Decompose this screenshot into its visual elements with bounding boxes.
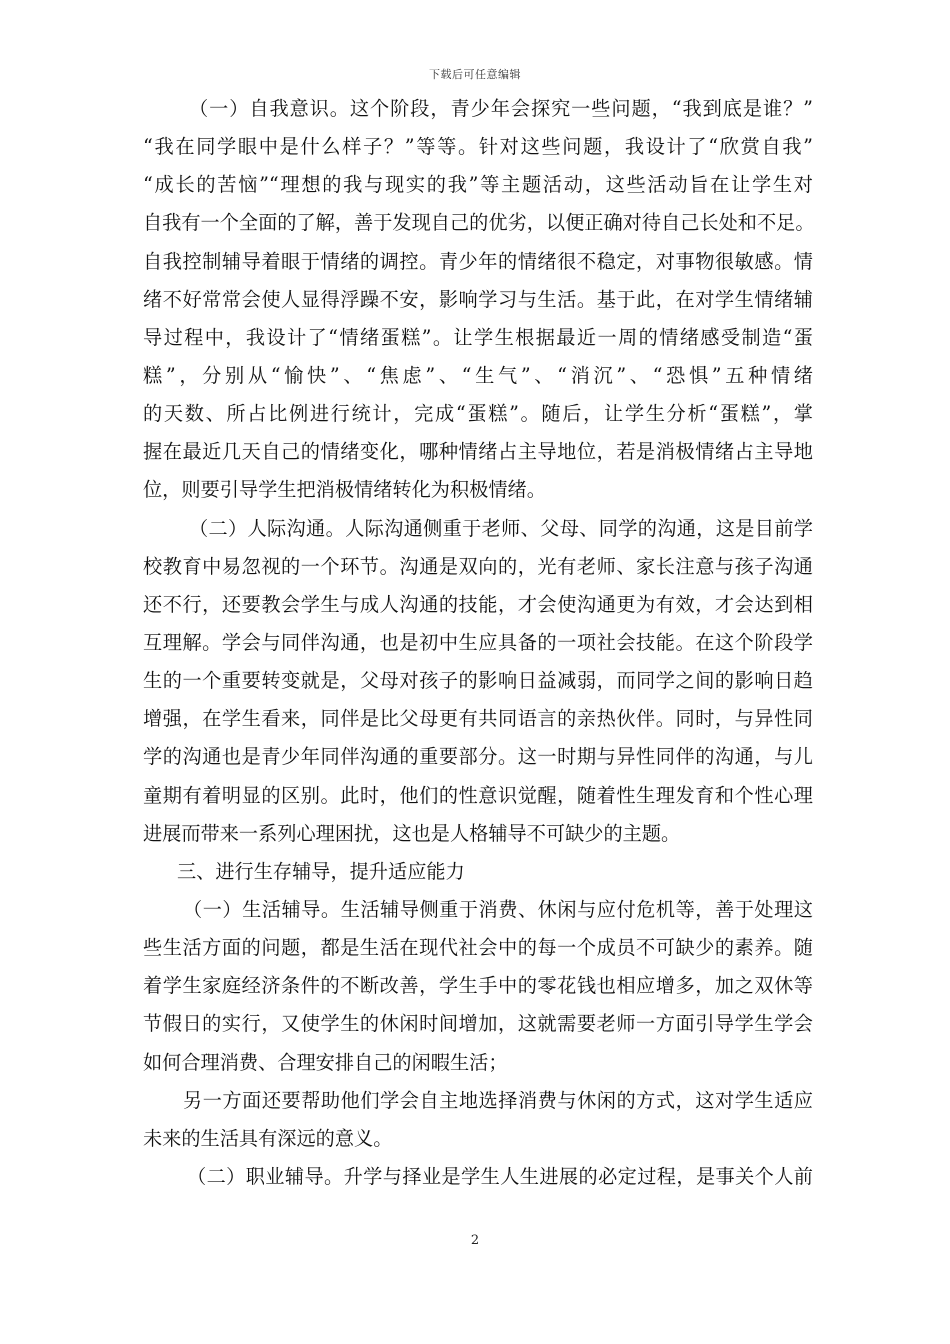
text-line: “成长的苦恼”“理想的我与现实的我”等主题活动，这些活动旨在让学生对 <box>143 173 813 197</box>
text-line: 的天数、所占比例进行统计，完成“蛋糕”。随后，让学生分析“蛋糕”，掌 <box>143 402 813 426</box>
text-line: 自我控制辅导着眼于情绪的调控。青少年的情绪很不稳定，对事物很敏感。情 <box>143 249 813 273</box>
text-line: 导过程中，我设计了“情绪蛋糕”。让学生根据最近一周的情绪感受制造“蛋 <box>143 325 813 349</box>
text-line: 糕”，分别从“愉快”、“焦虑”、“生气”、“消沉”、“恐惧”五种情绪 <box>143 363 813 387</box>
text-line: 进展而带来一系列心理困扰，这也是人格辅导不可缺少的主题。 <box>143 821 681 845</box>
text-line: 自我有一个全面的了解，善于发现自己的优劣，以便正确对待自己长处和不足。 <box>143 211 815 235</box>
text-line: 如何合理消费、合理安排自己的闲暇生活； <box>143 1050 508 1074</box>
page-header: 下载后可任意编辑 <box>429 68 521 81</box>
text-line: 些生活方面的问题，都是生活在现代社会中的每一个成员不可缺少的素养。随 <box>143 936 813 960</box>
text-line: 绪不好常常会使人显得浮躁不安，影响学习与生活。基于此，在对学生情绪辅 <box>143 287 813 311</box>
text-line: （一）生活辅导。生活辅导侧重于消费、休闲与应付危机等，善于处理这 <box>183 897 813 921</box>
section-heading: 三、进行生存辅导，提升适应能力 <box>177 859 465 883</box>
text-line: “我在同学眼中是什么样子？”等等。针对这些问题，我设计了“欣赏自我” <box>143 135 813 159</box>
text-line: 学的沟通也是青少年同伴沟通的重要部分。这一时期与异性同伴的沟通，与儿 <box>143 745 813 769</box>
text-line: 着学生家庭经济条件的不断改善，学生手中的零花钱也相应增多，加之双休等 <box>143 974 813 998</box>
text-line: 互理解。学会与同伴沟通，也是初中生应具备的一项社会技能。在这个阶段学 <box>143 630 813 654</box>
text-line: 校教育中易忽视的一个环节。沟通是双向的，光有老师、家长注意与孩子沟通 <box>143 554 813 578</box>
text-line: 增强，在学生看来，同伴是比父母更有共同语言的亲热伙伴。同时，与异性同 <box>143 707 813 731</box>
text-line: 未来的生活具有深远的意义。 <box>143 1126 393 1150</box>
text-line: 另一方面还要帮助他们学会自主地选择消费与休闲的方式，这对学生适应 <box>183 1088 813 1112</box>
text-line: （一）自我意识。这个阶段，青少年会探究一些问题，“我到底是谁？” <box>189 97 813 120</box>
text-line: （二）职业辅导。升学与择业是学生人生进展的必定过程，是事关个人前 <box>187 1164 813 1188</box>
page-number: 2 <box>470 1233 480 1248</box>
text-line: 生的一个重要转变就是，父母对孩子的影响日益减弱，而同学之间的影响日趋 <box>143 669 813 693</box>
text-line: 握在最近几天自己的情绪变化，哪种情绪占主导地位，若是消极情绪占主导地 <box>143 440 813 464</box>
text-line: 童期有着明显的区别。此时，他们的性意识觉醒，随着性生理发育和个性心理 <box>143 783 813 807</box>
text-line: 节假日的实行，又使学生的休闲时间增加，这就需要老师一方面引导学生学会 <box>143 1012 813 1036</box>
text-line: （二）人际沟通。人际沟通侧重于老师、父母、同学的沟通，这是目前学 <box>189 516 813 540</box>
text-line: 位，则要引导学生把消极情绪转化为积极情绪。 <box>143 478 546 502</box>
document-body <box>143 90 813 1196</box>
text-line: 还不行，还要教会学生与成人沟通的技能，才会使沟通更为有效，才会达到相 <box>143 592 813 616</box>
